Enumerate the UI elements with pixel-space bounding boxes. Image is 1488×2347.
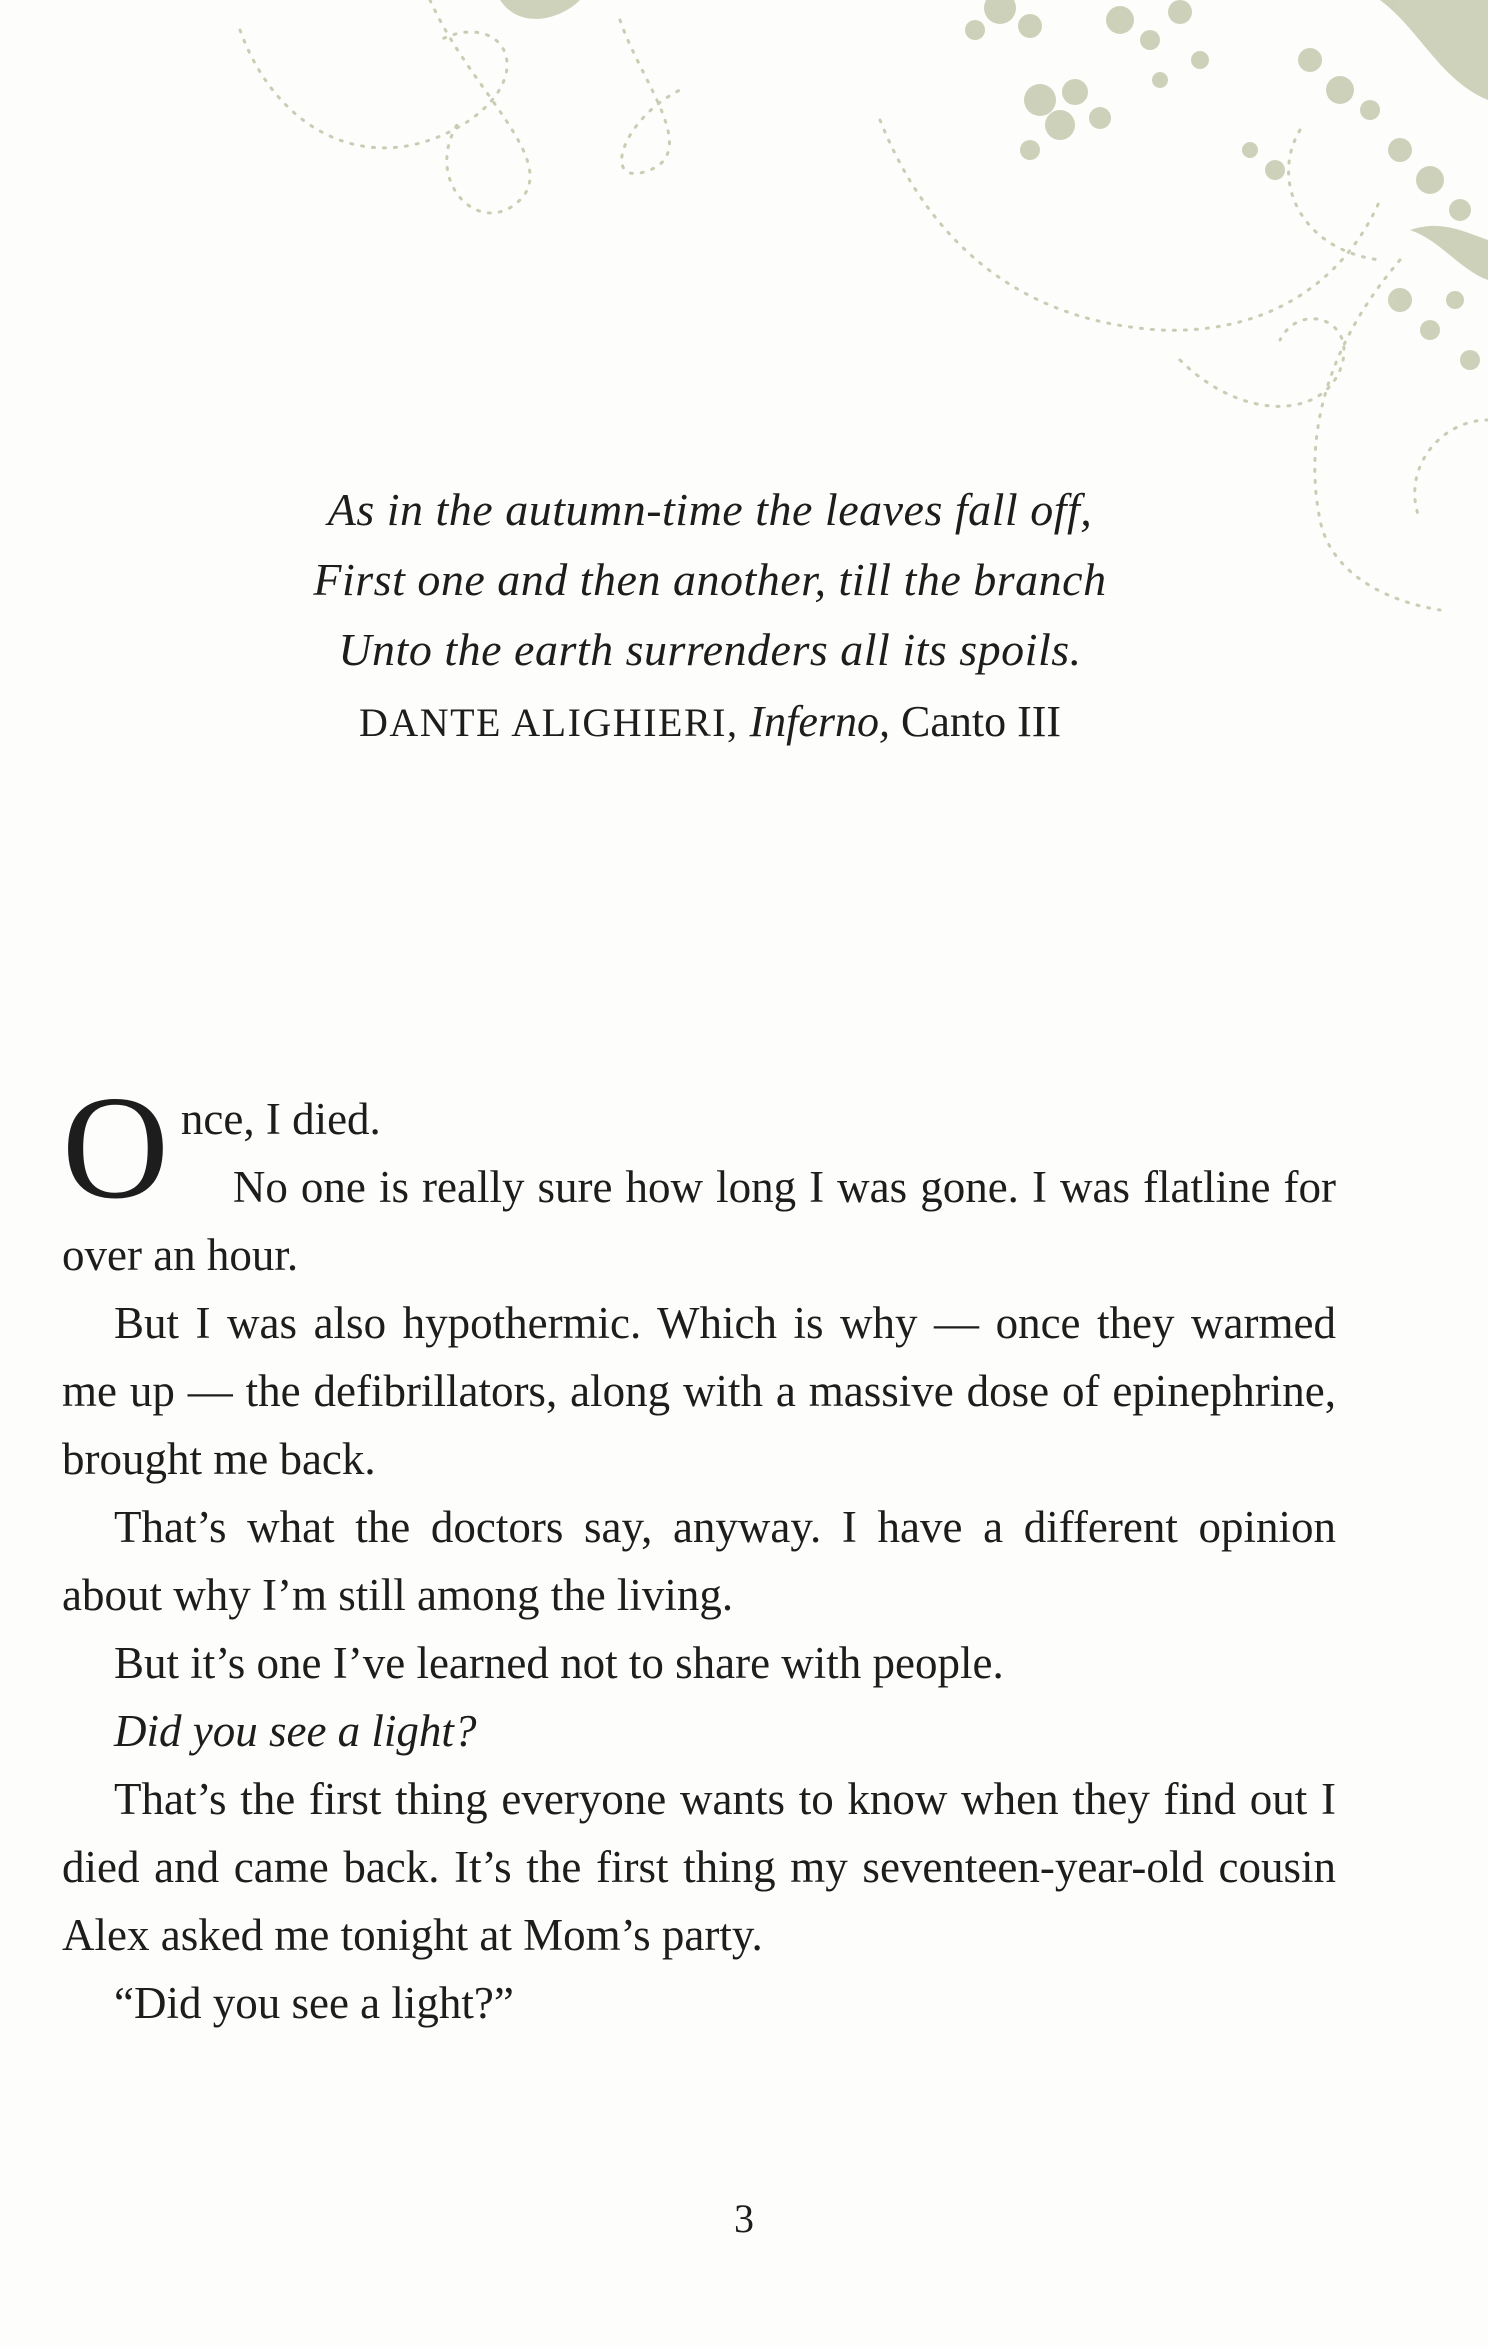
epigraph-attribution [200,687,1220,758]
paragraph: That’s the first thing everyone wants to know when they find out I died and came back. It’s the first thing my seventeen-year-old cousin Alex asked me tonight at Mom’s party. [62,1774,1336,1960]
drop-cap: O [62,1066,169,1230]
paragraph: Did you see a light? [114,1706,477,1756]
epigraph-line: First one and then another, till the branch [313,554,1107,605]
opening-line: nce, I died. [180,1094,381,1144]
paragraph: But it’s one I’ve learned not to share with people. [114,1638,1004,1688]
paragraph: But I was also hypothermic. Which is why — once they warmed me up — the defibrillators, along with a massive dose of epinephrine, brought me back. [62,1298,1336,1484]
attribution-author: DANTE ALIGHIERI, [358,700,739,745]
paragraph: No one is really sure how long I was gone. I was flatline for over an hour. [62,1162,1336,1280]
attribution-work: Inferno, [749,697,890,746]
epigraph-line: Unto the earth surrenders all its spoils. [338,624,1082,675]
chapter-text [62,1066,1336,2037]
epigraph [200,475,1220,758]
page-number: 3 [734,2196,754,2241]
paragraph: “Did you see a light?” [114,1978,514,2028]
paragraph: That’s what the doctors say, anyway. I have a different opinion about why I’m still among the living. [62,1502,1336,1620]
attribution-canto: Canto III [900,697,1062,746]
epigraph-line: As in the autumn-time the leaves fall off, [327,484,1093,535]
